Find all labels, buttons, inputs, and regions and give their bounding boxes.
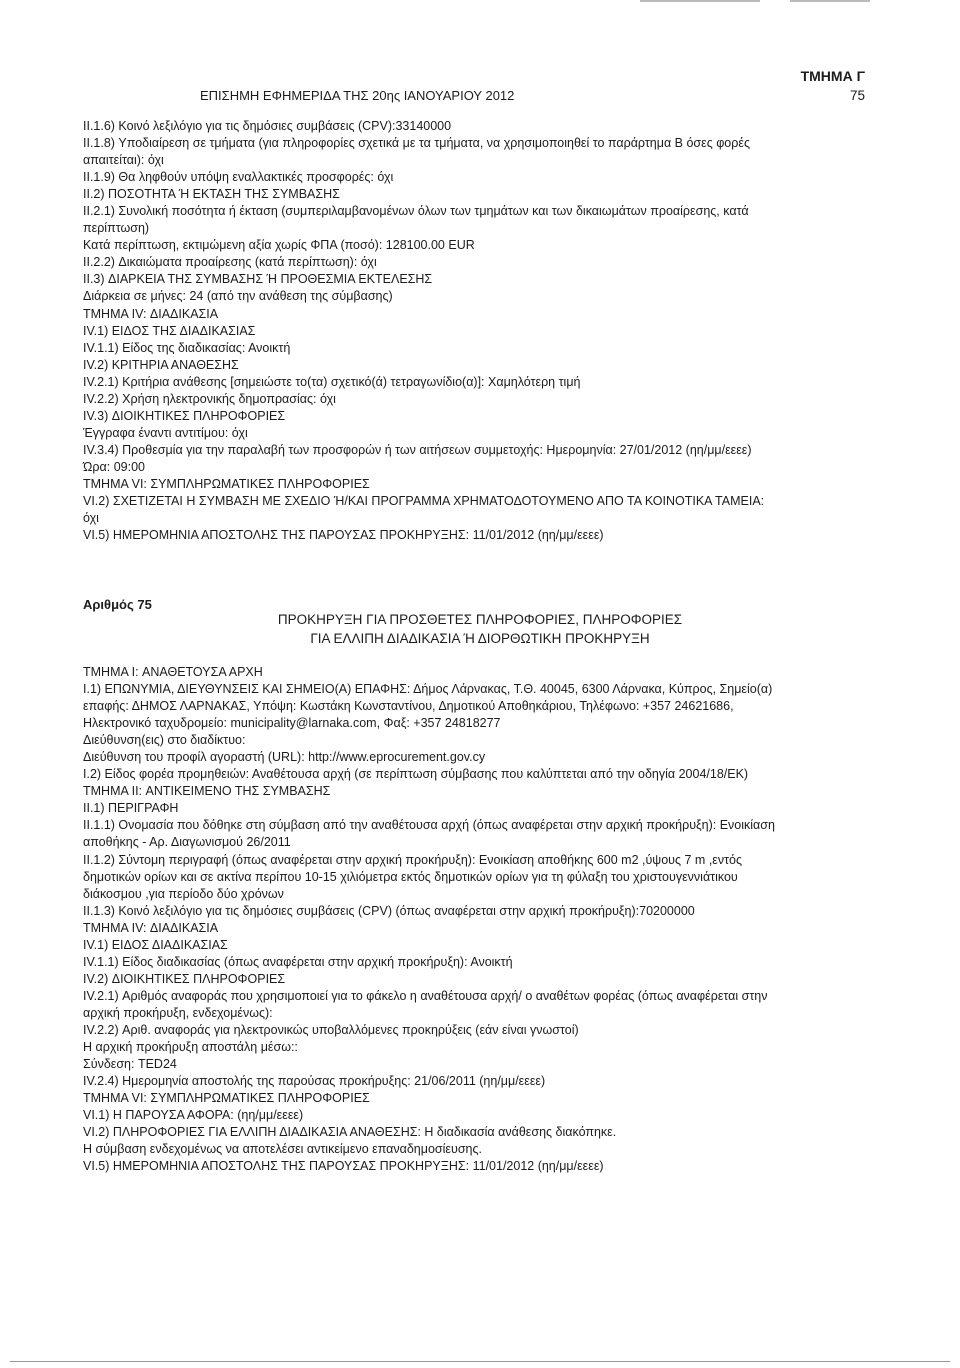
text-line: Έγγραφα έναντι αντιτίμου: όχι xyxy=(83,425,248,440)
text-line: IV.3.4) Προθεσμία για την παραλαβή των προσφορών ή των αιτήσεων συμμετοχής: Ημερομηνία: 27/01/2012 (ηη/μμ/εεεε) xyxy=(83,442,752,457)
text-line: Σύνδεση: TED24 xyxy=(83,1057,177,1072)
text-line: IV.2) ΔΙΟΙΚΗΤΙΚΕΣ ΠΛΗΡΟΦΟΡΙΕΣ xyxy=(83,971,286,986)
text-line: I.2) Είδος φορέα προμηθειών: Αναθέτουσα αρχή (σε περίπτωση σύμβασης που καλύπτεται από την οδηγία 2004/18/ΕΚ) xyxy=(83,767,749,782)
text-line: επαφής: ΔΗΜΟΣ ΛΑΡΝΑΚΑΣ, Υπόψη: Κωστάκη Κωνσταντίνου, Δημοτικού Αποθηκάριου, Τηλέφωνο: +357 24621686, xyxy=(83,699,734,714)
text-line: II.1.2) Σύντομη περιγραφή (όπως αναφέρεται στην αρχική προκήρυξη): Ενοικίαση αποθήκης 600 m2 ,ύψους 7 m ,εντός xyxy=(83,852,743,867)
text-line: II.3) ΔΙΑΡΚΕΙΑ ΤΗΣ ΣΥΜΒΑΣΗΣ Ή ΠΡΟΘΕΣΜΙΑ ΕΚΤΕΛΕΣΗΣ xyxy=(83,272,433,287)
text-line: IV.2.4) Ημερομηνία αποστολής της παρούσας προκήρυξης: 21/06/2011 (ηη/μμ/εεεε) xyxy=(83,1074,546,1089)
scan-artifact-bottom xyxy=(10,1361,950,1362)
text-line: IV.2.1) Αριθμός αναφοράς που χρησιμοποιεί για το φάκελο η αναθέτουσα αρχή/ ο αναθέτων φορέας (όπως αναφέρεται στην xyxy=(83,988,768,1003)
notice-title-line-2: ΓΙΑ ΕΛΛΙΠΗ ΔΙΑΔΙΚΑΣΙΑ Ή ΔΙΟΡΘΩΤΙΚΗ ΠΡΟΚΗΡΥΞΗ xyxy=(310,631,650,646)
text-line: περίπτωση) xyxy=(83,221,150,236)
section-heading: ΤΜΗΜΑ IV: ΔΙΑΔΙΚΑΣΙΑ xyxy=(83,920,219,935)
text-line: IV.3) ΔΙΟΙΚΗΤΙΚΕΣ ΠΛΗΡΟΦΟΡΙΕΣ xyxy=(83,408,286,423)
text-line: VI.5) ΗΜΕΡΟΜΗΝΙΑ ΑΠΟΣΤΟΛΗΣ ΤΗΣ ΠΑΡΟΥΣΑΣ ΠΡΟΚΗΡΥΞΗΣ: 11/01/2012 (ηη/μμ/εεεε) xyxy=(83,1159,604,1174)
text-line: II.1.6) Κοινό λεξιλόγιο για τις δημόσιες συμβάσεις (CPV):33140000 xyxy=(83,119,452,133)
text-line: δημοτικών ορίων και σε ακτίνα περίπου 10-15 χιλιόμετρα εκτός δημοτικών ορίων για τη φύλαξη του χριστουγεννιάτικου xyxy=(83,869,738,884)
section-heading: ΤΜΗΜΑ I: ΑΝΑΘΕΤΟΥΣΑ ΑΡΧΗ xyxy=(83,665,263,679)
text-line: VI.2) ΣΧΕΤΙΖΕΤΑΙ Η ΣΥΜΒΑΣΗ ΜΕ ΣΧΕΔΙΟ Ή/ΚΑΙ ΠΡΟΓΡΑΜΜΑ ΧΡΗΜΑΤΟΔΟΤΟΥΜΕΝΟ ΑΠΟ ΤΑ ΚΟΙΝΟΤΙΚΑ ΤΑΜΕΙΑ: xyxy=(83,494,765,509)
text-line: IV.2.2) Αριθ. αναφοράς για ηλεκτρονικώς υποβαλλόμενες προκηρύξεις (εάν είναι γνωστοί) xyxy=(83,1022,579,1037)
text-line: Ώρα: 09:00 xyxy=(83,459,145,474)
text-line: αποθήκης - Αρ. Διαγωνισμού 26/2011 xyxy=(83,835,291,850)
text-line: II.1.9) Θα ληφθούν υπόψη εναλλακτικές προσφορές: όχι xyxy=(83,170,394,185)
text-line: II.1) ΠΕΡΙΓΡΑΦΗ xyxy=(83,801,179,816)
text-line: Ηλεκτρονικό ταχυδρομείο: municipality@larnaka.com, Φαξ: +357 24818277 xyxy=(83,716,501,731)
text-line: II.1.1) Ονομασία που δόθηκε στη σύμβαση από την αναθέτουσα αρχή (όπως αναφέρεται στην αρχική προκήρυξη): Ενοικίαση xyxy=(83,818,775,833)
text-line: Διεύθυνση του προφίλ αγοραστή (URL): http://www.eprocurement.gov.cy xyxy=(83,750,486,765)
text-line: II.1.8) Υποδιαίρεση σε τμήματα (για πληροφορίες σχετικά με τα τμήματα, να χρησιμοποιηθεί το παράρτημα Β όσες φορές xyxy=(83,136,750,151)
page-header xyxy=(0,66,960,106)
text-line: απαιτείται): όχι xyxy=(83,153,164,168)
text-line: II.2.1) Συνολική ποσότητα ή έκταση (συμπεριλαμβανομένων όλων των τμημάτων και των δικαιωμάτων προαίρεσης, κατά xyxy=(83,204,749,219)
text-line: Διάρκεια σε μήνες: 24 (από την ανάθεση της σύμβασης) xyxy=(83,289,393,304)
text-line: VI.2) ΠΛΗΡΟΦΟΡΙΕΣ ΓΙΑ ΕΛΛΙΠΗ ΔΙΑΔΙΚΑΣΙΑ ΑΝΑΘΕΣΗΣ: Η διαδικασία ανάθεσης διακόπηκε. xyxy=(83,1125,617,1140)
text-line: IV.1) ΕΙΔΟΣ ΤΗΣ ΔΙΑΔΙΚΑΣΙΑΣ xyxy=(83,323,256,338)
page-number: 75 xyxy=(849,88,865,103)
scan-artifact-top xyxy=(640,0,760,2)
text-line: όχι xyxy=(83,511,99,526)
notice-number: Αριθμός 75 xyxy=(83,597,152,612)
section-heading: ΤΜΗΜΑ VI: ΣΥΜΠΛΗΡΩΜΑΤΙΚΕΣ ΠΛΗΡΟΦΟΡΙΕΣ xyxy=(83,476,370,491)
text-line: Η σύμβαση ενδεχομένως να αποτελέσει αντικείμενο επαναδημοσίευσης. xyxy=(83,1142,482,1157)
notice-body xyxy=(83,664,883,1175)
text-line: IV.1) ΕΙΔΟΣ ΔΙΑΔΙΚΑΣΙΑΣ xyxy=(83,937,228,952)
text-line: Κατά περίπτωση, εκτιμώμενη αξία χωρίς ΦΠΑ (ποσό): 128100.00 EUR xyxy=(83,238,475,253)
text-line: I.1) ΕΠΩΝΥΜΙΑ, ΔΙΕΥΘΥΝΣΕΙΣ ΚΑΙ ΣΗΜΕΙΟ(Α) ΕΠΑΦΗΣ: Δήμος Λάρνακας, Τ.Θ. 40045, 6300 Λάρνακα, Κύπρος, Σημείο(α) xyxy=(83,682,773,697)
text-line: II.2) ΠΟΣΟΤΗΤΑ Ή ΕΚΤΑΣΗ ΤΗΣ ΣΥΜΒΑΣΗΣ xyxy=(83,187,340,202)
text-line: Διεύθυνση(εις) στο διαδίκτυο: xyxy=(83,733,246,748)
section-heading: ΤΜΗΜΑ II: ΑΝΤΙΚΕΙΜΕΝΟ ΤΗΣ ΣΥΜΒΑΣΗΣ xyxy=(83,784,331,799)
text-line: II.2.2) Δικαιώματα προαίρεσης (κατά περίπτωση): όχι xyxy=(83,255,377,270)
section-heading: ΤΜΗΜΑ VI: ΣΥΜΠΛΗΡΩΜΑΤΙΚΕΣ ΠΛΗΡΟΦΟΡΙΕΣ xyxy=(83,1091,370,1106)
text-line: IV.1.1) Είδος της διαδικασίας: Ανοικτή xyxy=(83,340,291,355)
text-line: IV.2.2) Χρήση ηλεκτρονικής δημοπρασίας: όχι xyxy=(83,391,336,406)
text-line: IV.1.1) Είδος διαδικασίας (όπως αναφέρεται στην αρχική προκήρυξη): Ανοικτή xyxy=(83,954,513,969)
previous-notice-continuation xyxy=(83,118,883,544)
text-line: VI.5) ΗΜΕΡΟΜΗΝΙΑ ΑΠΟΣΤΟΛΗΣ ΤΗΣ ΠΑΡΟΥΣΑΣ ΠΡΟΚΗΡΥΞΗΣ: 11/01/2012 (ηη/μμ/εεεε) xyxy=(83,528,604,543)
text-line: VI.1) Η ΠΑΡΟΥΣΑ ΑΦΟΡΑ: (ηη/μμ/εεεε) xyxy=(83,1108,304,1123)
text-line: αρχική προκήρυξη, ενδεχομένως): xyxy=(83,1005,273,1020)
section-label: ΤΜΗΜΑ Γ xyxy=(800,68,865,84)
text-line: IV.2.1) Κριτήρια ανάθεσης [σημειώστε το(τα) σχετικό(ά) τετραγωνίδιο(α)]: Χαμηλότερη τιμή xyxy=(83,374,581,389)
section-heading: ΤΜΗΜΑ IV: ΔΙΑΔΙΚΑΣΙΑ xyxy=(83,306,219,321)
text-line: II.1.3) Κοινό λεξιλόγιο για τις δημόσιες συμβάσεις (CPV) (όπως αναφέρεται στην αρχική προκήρυξη):70200000 xyxy=(83,903,695,918)
text-line: Η αρχική προκήρυξη αποστάλη μέσω:: xyxy=(83,1040,298,1055)
notice-title-line-1: ΠΡΟΚΗΡΥΞΗ ΓΙΑ ΠΡΟΣΘΕΤΕΣ ΠΛΗΡΟΦΟΡΙΕΣ, ΠΛΗΡΟΦΟΡΙΕΣ xyxy=(277,612,683,627)
scan-artifact-top xyxy=(790,0,870,2)
text-line: IV.2) ΚΡΙΤΗΡΙΑ ΑΝΑΘΕΣΗΣ xyxy=(83,357,239,372)
gazette-title: ΕΠΙΣΗΜΗ ΕΦΗΜΕΡΙΔΑ ΤΗΣ 20ης ΙΑΝΟΥΑΡΙΟΥ 2012 xyxy=(200,88,515,103)
text-line: διάκοσμου ,για περίοδο δύο χρόνων xyxy=(83,886,284,901)
